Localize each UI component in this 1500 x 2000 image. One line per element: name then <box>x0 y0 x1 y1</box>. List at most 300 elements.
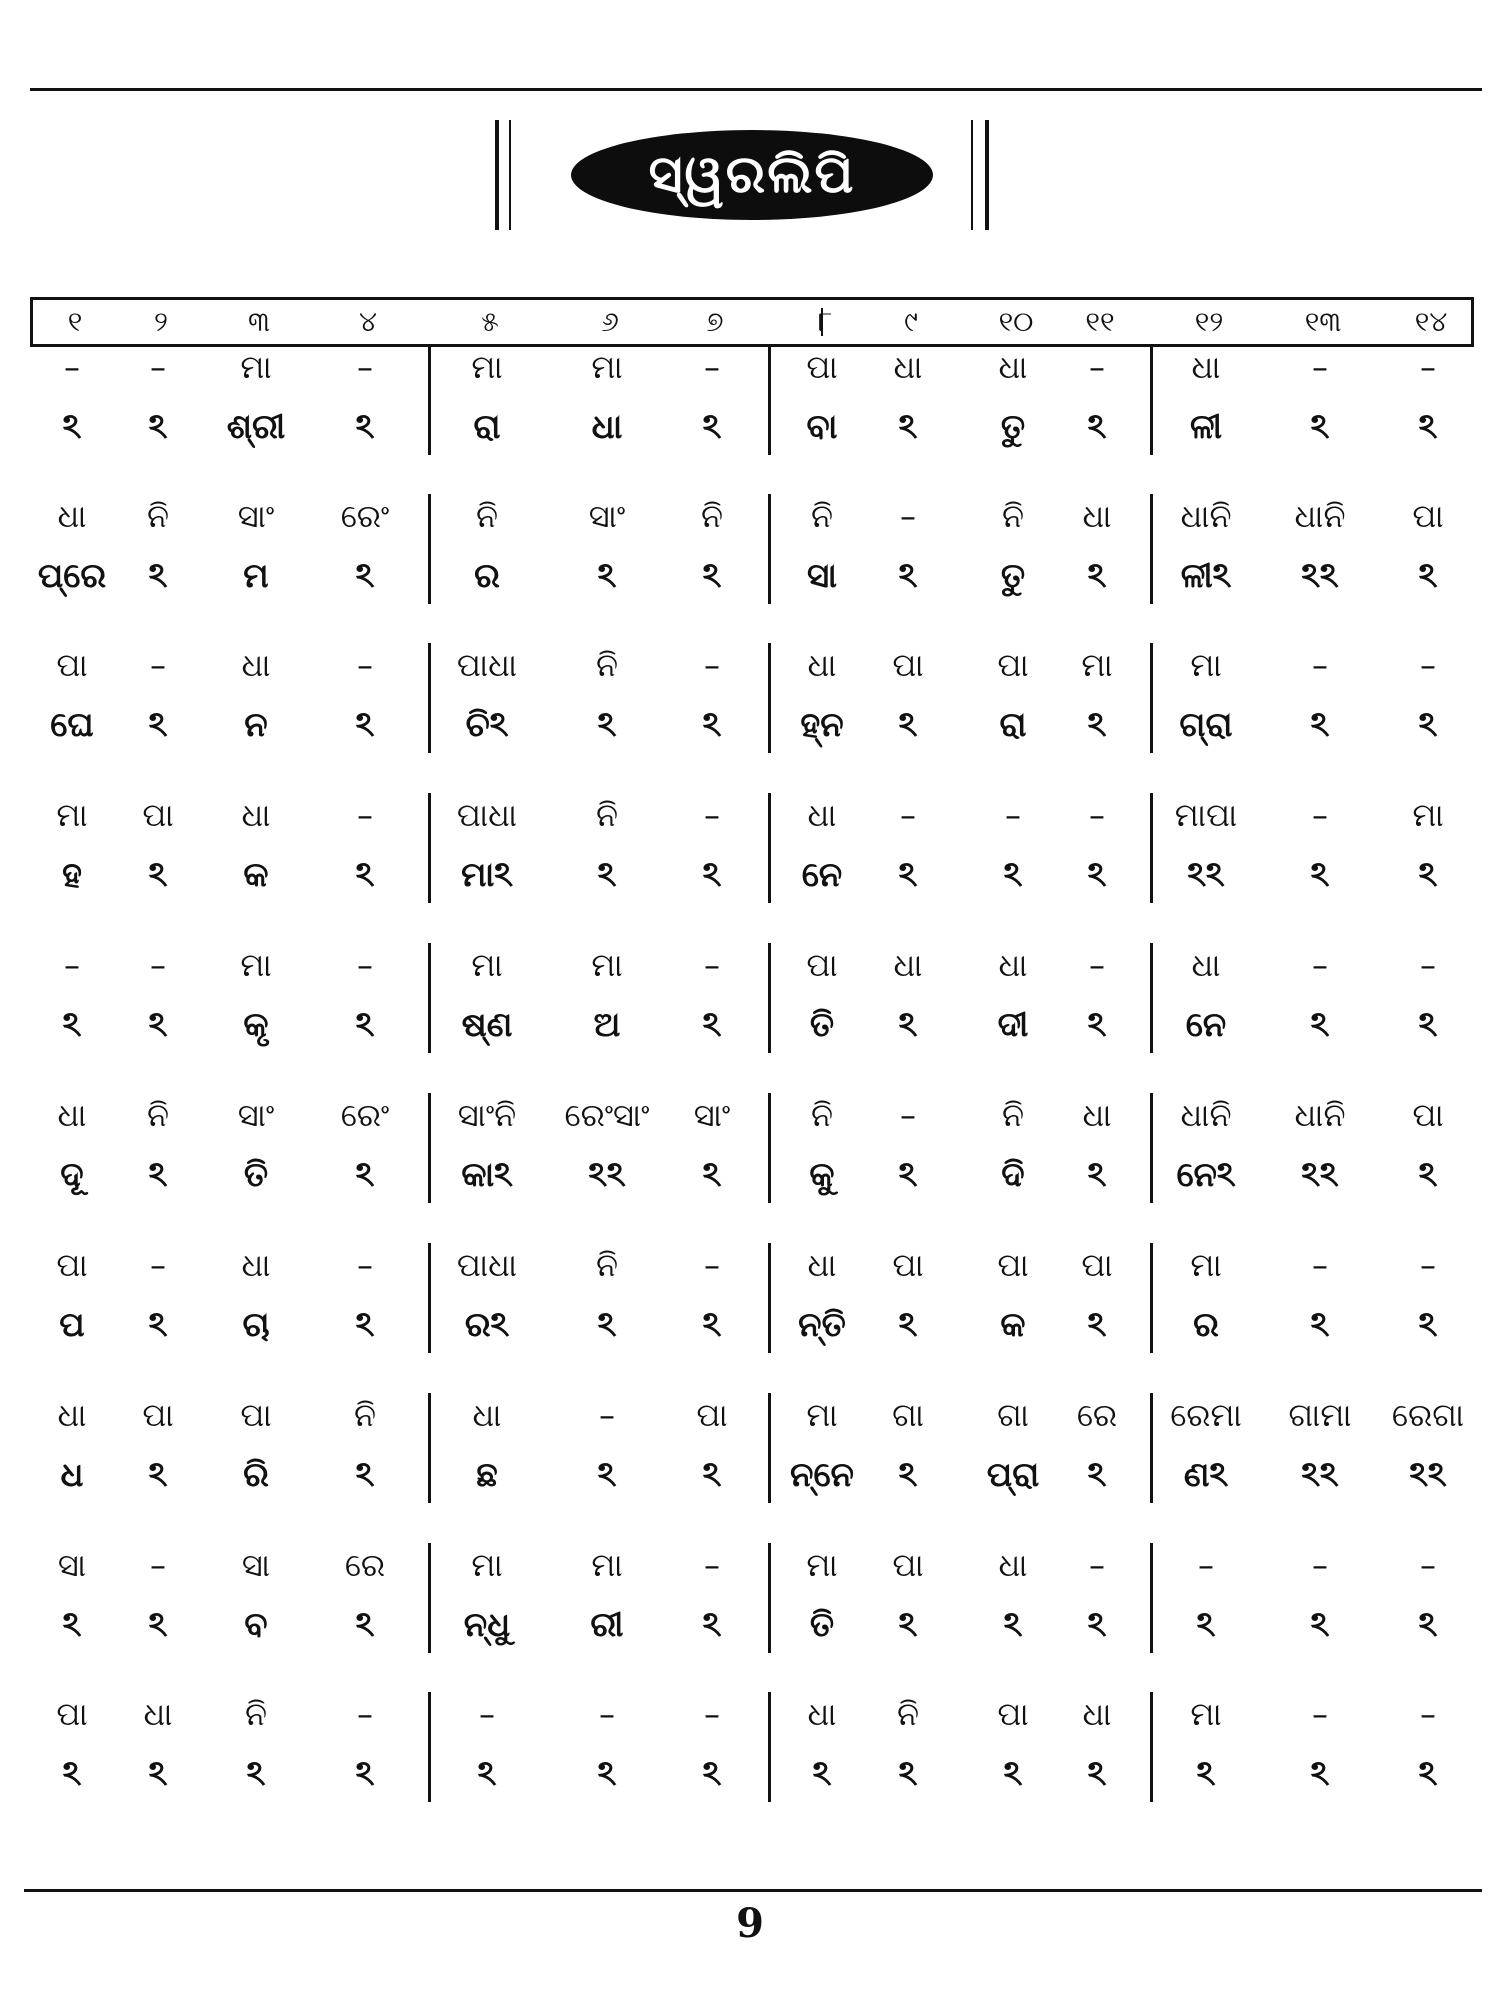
swara-note: – <box>357 1695 373 1733</box>
swara-note: – <box>704 646 720 684</box>
lyric-syllable: ନ୍ଧୁ <box>463 1605 511 1645</box>
swara-note: – <box>150 1246 166 1284</box>
lyric-syllable: ঽ <box>1196 1605 1216 1645</box>
lyric-syllable: ର <box>474 556 500 596</box>
bar-line <box>428 345 431 455</box>
lyric-syllable: ଚିঽ <box>465 705 509 745</box>
swara-note: – <box>704 1546 720 1584</box>
swara-note: ସା <box>241 1546 271 1584</box>
lyric-syllable: ঽ <box>148 705 168 745</box>
lyric-syllable: ରঽ <box>464 1305 510 1345</box>
swara-note: ଧାନି <box>1180 497 1232 535</box>
swara-note: – <box>1005 796 1021 834</box>
swara-note: ରେଂସାଂ <box>564 1096 650 1134</box>
bar-line <box>428 1543 431 1653</box>
lyric-syllable: ঽ <box>1310 855 1330 895</box>
lyric-syllable: ପ <box>59 1305 85 1345</box>
bar-line <box>1150 494 1153 604</box>
swara-note: – <box>1312 946 1328 984</box>
lyric-syllable: ঽঽ <box>1187 855 1225 895</box>
bar-line <box>428 793 431 903</box>
swara-note: ନି <box>896 1695 920 1733</box>
lyric-syllable: ঽ <box>702 1754 722 1794</box>
swara-note: ପା <box>997 1246 1029 1284</box>
lyric-syllable: ସା <box>807 556 837 596</box>
lyric-syllable: ହ <box>62 855 82 895</box>
swara-note: ଗା <box>892 1396 924 1434</box>
lyric-syllable: ঽ <box>148 1155 168 1195</box>
lyric-syllable: ঽ <box>597 1305 617 1345</box>
lyric-syllable: ঽ <box>62 1005 82 1045</box>
swara-note: ଧା <box>807 1695 837 1733</box>
lyric-syllable: ପ୍ରା <box>986 1455 1040 1495</box>
lyric-syllable: ଳୀ <box>1190 407 1222 447</box>
swara-note: ମା <box>1081 646 1113 684</box>
lyric-syllable: ঽ <box>477 1754 497 1794</box>
lyric-syllable: ঽ <box>246 1754 266 1794</box>
lyric-syllable: ঽ <box>1418 1005 1438 1045</box>
lyric-syllable: ତି <box>809 1005 835 1045</box>
lyric-syllable: ঽ <box>355 407 375 447</box>
lyric-syllable: କୃ <box>243 1005 269 1045</box>
swara-note: – <box>1089 1546 1105 1584</box>
lyric-syllable: ঽ <box>1418 1605 1438 1645</box>
lyric-syllable: ঽ <box>702 855 722 895</box>
swara-note: – <box>704 946 720 984</box>
bar-line <box>768 1692 771 1802</box>
swara-note: – <box>599 1396 615 1434</box>
title-banner <box>495 112 1005 238</box>
swara-note: ରେ <box>344 1546 386 1584</box>
beat-number-6: ୬ <box>601 305 619 338</box>
swara-note: – <box>150 348 166 386</box>
swara-note: ପା <box>806 946 838 984</box>
swara-note: ନି <box>244 1695 268 1733</box>
swara-note: ମା <box>56 796 88 834</box>
swara-note: ଧା <box>1082 1695 1112 1733</box>
lyric-syllable: ঽ <box>702 1605 722 1645</box>
swara-note: ଧାନି <box>1180 1096 1232 1134</box>
lyric-syllable: ঽ <box>1087 1005 1107 1045</box>
swara-note: ନି <box>475 497 499 535</box>
lyric-syllable: ঽ <box>1196 1754 1216 1794</box>
lyric-syllable: ঽ <box>1418 705 1438 745</box>
lyric-syllable: ঽ <box>1418 1754 1438 1794</box>
swara-note: ନି <box>146 497 170 535</box>
swara-note: – <box>357 946 373 984</box>
bar-line <box>428 494 431 604</box>
swara-note: ରେଂ <box>340 1096 390 1134</box>
lyric-syllable: ঽ <box>898 407 918 447</box>
lyric-syllable: ଣঽ <box>1183 1455 1229 1495</box>
lyric-syllable: ঽ <box>62 1605 82 1645</box>
swara-note: ଧାନି <box>1294 1096 1346 1134</box>
swara-note: ମା <box>1190 1246 1222 1284</box>
swara-note: ପା <box>997 1695 1029 1733</box>
lyric-syllable: ঽঽ <box>588 1155 626 1195</box>
swara-note: ପା <box>56 1246 88 1284</box>
swara-note: ନି <box>1001 1096 1025 1134</box>
lyric-syllable: ঽঽ <box>1409 1455 1447 1495</box>
lyric-syllable: ঽ <box>1418 855 1438 895</box>
lyric-syllable: ତୁ <box>1000 556 1026 596</box>
swara-note: ରେଗା <box>1391 1396 1465 1434</box>
beat-number-12: ୧୨ <box>1194 305 1224 338</box>
swara-note: ପା <box>56 1695 88 1733</box>
swara-note: – <box>357 1246 373 1284</box>
bar-line <box>768 1393 771 1503</box>
swara-note: ପାଧା <box>456 646 518 684</box>
swara-note: – <box>704 1695 720 1733</box>
swara-note: ଧା <box>893 348 923 386</box>
lyric-syllable: କ <box>1000 1305 1026 1345</box>
lyric-syllable: ঽ <box>1003 1605 1023 1645</box>
lyric-syllable: ঽ <box>1310 1305 1330 1345</box>
lyric-syllable: ଧ <box>60 1455 84 1495</box>
swara-note: ପା <box>1412 497 1444 535</box>
lyric-syllable: ঽ <box>62 1754 82 1794</box>
bar-line <box>428 1692 431 1802</box>
lyric-syllable: ହ୍ନ <box>800 705 844 745</box>
swara-note: ମା <box>240 348 272 386</box>
lyric-syllable: ঽ <box>355 556 375 596</box>
bar-line <box>768 1093 771 1203</box>
swara-note: ଧା <box>998 348 1028 386</box>
swara-note: – <box>1089 946 1105 984</box>
swara-note: ଧା <box>807 796 837 834</box>
lyric-syllable: ର <box>1193 1305 1219 1345</box>
lyric-syllable: ঽ <box>1310 1605 1330 1645</box>
lyric-syllable: ନ <box>244 705 268 745</box>
lyric-syllable: ঽ <box>1087 1605 1107 1645</box>
title-bar-left-inner <box>509 120 511 230</box>
lyric-syllable: ତୁ <box>1000 407 1026 447</box>
swara-note: ମା <box>240 946 272 984</box>
bar-line <box>1150 1243 1153 1353</box>
lyric-syllable: ঽ <box>898 1305 918 1345</box>
swara-note: ପାଧା <box>456 1246 518 1284</box>
swara-note: – <box>479 1695 495 1733</box>
swara-note: ମା <box>591 946 623 984</box>
bar-line <box>1150 643 1153 753</box>
swara-note: ଧା <box>807 646 837 684</box>
swara-note: ଧା <box>143 1695 173 1733</box>
lyric-syllable: ঽ <box>148 1005 168 1045</box>
swara-note: ଧା <box>1082 497 1112 535</box>
lyric-syllable: ମାঽ <box>461 855 513 895</box>
lyric-syllable: ନ୍ନେ <box>790 1455 854 1495</box>
bar-line <box>1150 1692 1153 1802</box>
swara-note: – <box>1420 348 1436 386</box>
lyric-syllable: ঽ <box>597 1754 617 1794</box>
swara-note: – <box>64 946 80 984</box>
swara-note: – <box>1420 1246 1436 1284</box>
swara-note: ପା <box>892 646 924 684</box>
top-rule <box>30 88 1482 91</box>
swara-note: ସାଂ <box>588 497 626 535</box>
bar-line <box>768 793 771 903</box>
lyric-syllable: ପ୍ରେ <box>37 556 107 596</box>
bar-line <box>428 943 431 1053</box>
bar-line <box>428 1243 431 1353</box>
lyric-syllable: ତି <box>243 1155 269 1195</box>
title-bar-right-inner <box>971 120 973 230</box>
swara-note: ଧା <box>241 1246 271 1284</box>
lyric-syllable: କୁ <box>809 1155 835 1195</box>
lyric-syllable: ରା <box>999 705 1027 745</box>
bar-line <box>768 1243 771 1353</box>
swara-note: ପାଧା <box>456 796 518 834</box>
lyric-syllable: ରୀ <box>590 1605 624 1645</box>
lyric-syllable: ঽ <box>898 1754 918 1794</box>
swara-note: ଧା <box>472 1396 502 1434</box>
lyric-syllable: ঽ <box>355 1005 375 1045</box>
swara-note: ମା <box>471 348 503 386</box>
lyric-syllable: ঽ <box>1087 705 1107 745</box>
swara-note: ଧା <box>57 1096 87 1134</box>
bar-line <box>1150 793 1153 903</box>
lyric-syllable: ଛ <box>476 1455 498 1495</box>
lyric-syllable: ঽ <box>1418 407 1438 447</box>
beat-number-row <box>30 297 1474 347</box>
swara-note: – <box>1089 348 1105 386</box>
lyric-syllable: ঽ <box>1087 855 1107 895</box>
swara-note: – <box>1198 1546 1214 1584</box>
swara-note: ରେମା <box>1170 1396 1242 1434</box>
lyric-syllable: ଗ୍ରା <box>1179 705 1233 745</box>
bar-line <box>428 643 431 753</box>
lyric-syllable: ନେ <box>801 855 843 895</box>
lyric-syllable: ঽ <box>355 1754 375 1794</box>
swara-note: ଧା <box>1191 348 1221 386</box>
lyric-syllable: ঽ <box>355 1455 375 1495</box>
lyric-syllable: ଦୂ <box>60 1155 84 1195</box>
swara-note: – <box>1420 646 1436 684</box>
beat-number-11: ୧୧ <box>1085 305 1115 338</box>
swara-note: ପା <box>892 1546 924 1584</box>
swara-note: ମା <box>1190 1695 1222 1733</box>
title-bar-left-outer <box>495 120 499 230</box>
lyric-syllable: ঽ <box>898 1605 918 1645</box>
lyric-syllable: ঽ <box>355 1155 375 1195</box>
swara-note: ଧା <box>1191 946 1221 984</box>
bar-line <box>768 345 771 455</box>
swara-note: – <box>1089 796 1105 834</box>
lyric-syllable: କ <box>243 855 269 895</box>
lyric-syllable: ঽ <box>1087 407 1107 447</box>
lyric-syllable: ঽ <box>1087 556 1107 596</box>
swara-note: ପା <box>142 796 174 834</box>
lyric-syllable: ঽ <box>702 1305 722 1345</box>
swara-note: ଗାମା <box>1288 1396 1352 1434</box>
lyric-syllable: ঽ <box>1087 1305 1107 1345</box>
lyric-syllable: ঽ <box>702 407 722 447</box>
beat-number-7: ୭ <box>706 305 724 338</box>
swara-note: ରେ <box>1076 1396 1118 1434</box>
swara-note: – <box>900 497 916 535</box>
lyric-syllable: ନେঽ <box>1176 1155 1236 1195</box>
lyric-syllable: ঽ <box>1310 407 1330 447</box>
lyric-syllable: ঽ <box>898 556 918 596</box>
lyric-syllable: ঽ <box>148 556 168 596</box>
lyric-syllable: ଶ୍ରୀ <box>226 407 286 447</box>
lyric-syllable: କାঽ <box>461 1155 513 1195</box>
beat-number-8: ୮ <box>817 305 833 338</box>
lyric-syllable: ঽ <box>355 855 375 895</box>
lyric-syllable: ଘେ <box>50 705 94 745</box>
beat-number-9: ୯ <box>904 305 918 338</box>
bar-line <box>768 1543 771 1653</box>
swara-note: ପା <box>696 1396 728 1434</box>
lyric-syllable: ঽ <box>597 855 617 895</box>
swara-note: – <box>1420 946 1436 984</box>
lyric-syllable: ମ <box>243 556 269 596</box>
swara-note: ସାଂ <box>693 1096 731 1134</box>
bar-line <box>1150 943 1153 1053</box>
lyric-syllable: ଦୀ <box>997 1005 1029 1045</box>
lyric-syllable: ঽ <box>1418 1305 1438 1345</box>
lyric-syllable: ঽ <box>898 1155 918 1195</box>
bar-line <box>1150 1093 1153 1203</box>
lyric-syllable: ঽ <box>812 1754 832 1794</box>
swara-note: – <box>1312 1695 1328 1733</box>
lyric-syllable: ঽ <box>62 407 82 447</box>
swara-note: – <box>704 1246 720 1284</box>
swara-note: ଧା <box>57 1396 87 1434</box>
beat-number-10: ୧୦ <box>998 305 1034 338</box>
swara-note: ମା <box>806 1546 838 1584</box>
bottom-rule <box>24 1889 1482 1892</box>
swara-note: – <box>150 646 166 684</box>
swara-note: ନି <box>353 1396 377 1434</box>
beat-number-3: ୩ <box>247 305 271 338</box>
swara-note: – <box>357 796 373 834</box>
swara-note: ପା <box>240 1396 272 1434</box>
bar-line <box>768 494 771 604</box>
lyric-syllable: ঽ <box>148 1305 168 1345</box>
lyric-syllable: ঽ <box>1310 705 1330 745</box>
swara-note: ମା <box>806 1396 838 1434</box>
swara-note: – <box>900 1096 916 1134</box>
swara-note: ଧା <box>998 946 1028 984</box>
lyric-syllable: ঽ <box>1310 1754 1330 1794</box>
page-title: ସ୍ୱରଲିପି <box>571 130 933 220</box>
swara-note: – <box>1420 1546 1436 1584</box>
swara-note: ସାଂ <box>237 497 275 535</box>
lyric-syllable: ବା <box>806 407 838 447</box>
lyric-syllable: ঽ <box>597 1455 617 1495</box>
lyric-syllable: ঽ <box>1003 855 1023 895</box>
swara-note: ସାଂ <box>237 1096 275 1134</box>
lyric-syllable: ଳୀঽ <box>1180 556 1232 596</box>
swara-note: – <box>357 348 373 386</box>
swara-note: ଧା <box>241 646 271 684</box>
lyric-syllable: ঽ <box>1087 1155 1107 1195</box>
swara-note: – <box>150 946 166 984</box>
swara-note: ମା <box>591 1546 623 1584</box>
lyric-syllable: ঽ <box>898 1455 918 1495</box>
lyric-syllable: ନେ <box>1185 1005 1227 1045</box>
beat-number-4: ୪ <box>359 305 377 338</box>
lyric-syllable: ঽ <box>597 556 617 596</box>
swara-note: ମା <box>471 946 503 984</box>
lyric-syllable: ঽ <box>702 556 722 596</box>
lyric-syllable: ନ୍ତି <box>798 1305 846 1345</box>
swara-note: – <box>1312 796 1328 834</box>
beat-number-5: ୫ <box>481 305 499 338</box>
swara-note: – <box>599 1695 615 1733</box>
swara-note: ଧା <box>57 497 87 535</box>
beat-number-2: ୨ <box>154 305 168 338</box>
swara-note: – <box>1312 1246 1328 1284</box>
swara-note: – <box>1312 1546 1328 1584</box>
lyric-syllable: ঽঽ <box>1301 1155 1339 1195</box>
swara-note: ଧା <box>1082 1096 1112 1134</box>
lyric-syllable: ଅ <box>593 1005 621 1045</box>
bar-line <box>1150 1393 1153 1503</box>
bar-line <box>428 1093 431 1203</box>
swara-note: ମାପା <box>1174 796 1238 834</box>
swara-note: ମା <box>471 1546 503 1584</box>
swara-note: ରେଂ <box>340 497 390 535</box>
swara-note: ଧାନି <box>1294 497 1346 535</box>
lyric-syllable: ঽ <box>1087 1754 1107 1794</box>
swara-note: ନି <box>146 1096 170 1134</box>
swara-note: ପା <box>1081 1246 1113 1284</box>
bar-line <box>768 943 771 1053</box>
lyric-syllable: ଧା <box>591 407 623 447</box>
swara-note: ପା <box>56 646 88 684</box>
lyric-syllable: ঽ <box>355 1605 375 1645</box>
swara-note: ଧା <box>241 796 271 834</box>
lyric-syllable: ଷ୍ଣ <box>461 1005 513 1045</box>
swara-note: – <box>64 348 80 386</box>
bar-line <box>1150 345 1153 455</box>
title-bar-right-outer <box>985 120 989 230</box>
lyric-syllable: ତି <box>809 1605 835 1645</box>
swara-note: ଧା <box>998 1546 1028 1584</box>
swara-note: ନି <box>595 1246 619 1284</box>
bar-line <box>428 1393 431 1503</box>
swara-note: – <box>1420 1695 1436 1733</box>
beat-number-13: ୧୩ <box>1304 305 1342 338</box>
swara-note: ନି <box>700 497 724 535</box>
swara-note: ଗା <box>997 1396 1029 1434</box>
lyric-syllable: ঽ <box>355 705 375 745</box>
lyric-syllable: ঽ <box>148 407 168 447</box>
swara-note: ପା <box>142 1396 174 1434</box>
swara-note: – <box>704 796 720 834</box>
swara-note: ମା <box>1412 796 1444 834</box>
lyric-syllable: ঽ <box>1087 1455 1107 1495</box>
swara-note: – <box>150 1546 166 1584</box>
lyric-syllable: ঽ <box>898 705 918 745</box>
swara-note: ନି <box>595 796 619 834</box>
swara-note: – <box>1312 348 1328 386</box>
swara-note: ସା <box>57 1546 87 1584</box>
lyric-syllable: ঽ <box>597 705 617 745</box>
swara-note: ନି <box>595 646 619 684</box>
swara-note: ମା <box>1190 646 1222 684</box>
lyric-syllable: ঽ <box>1003 1754 1023 1794</box>
swara-note: ପା <box>1412 1096 1444 1134</box>
lyric-syllable: ଦି <box>1001 1155 1025 1195</box>
swara-note: ମା <box>591 348 623 386</box>
swara-note: ପା <box>892 1246 924 1284</box>
swara-note: ସାଂନି <box>457 1096 517 1134</box>
lyric-syllable: ঽ <box>1418 1155 1438 1195</box>
lyric-syllable: ঽ <box>148 1455 168 1495</box>
